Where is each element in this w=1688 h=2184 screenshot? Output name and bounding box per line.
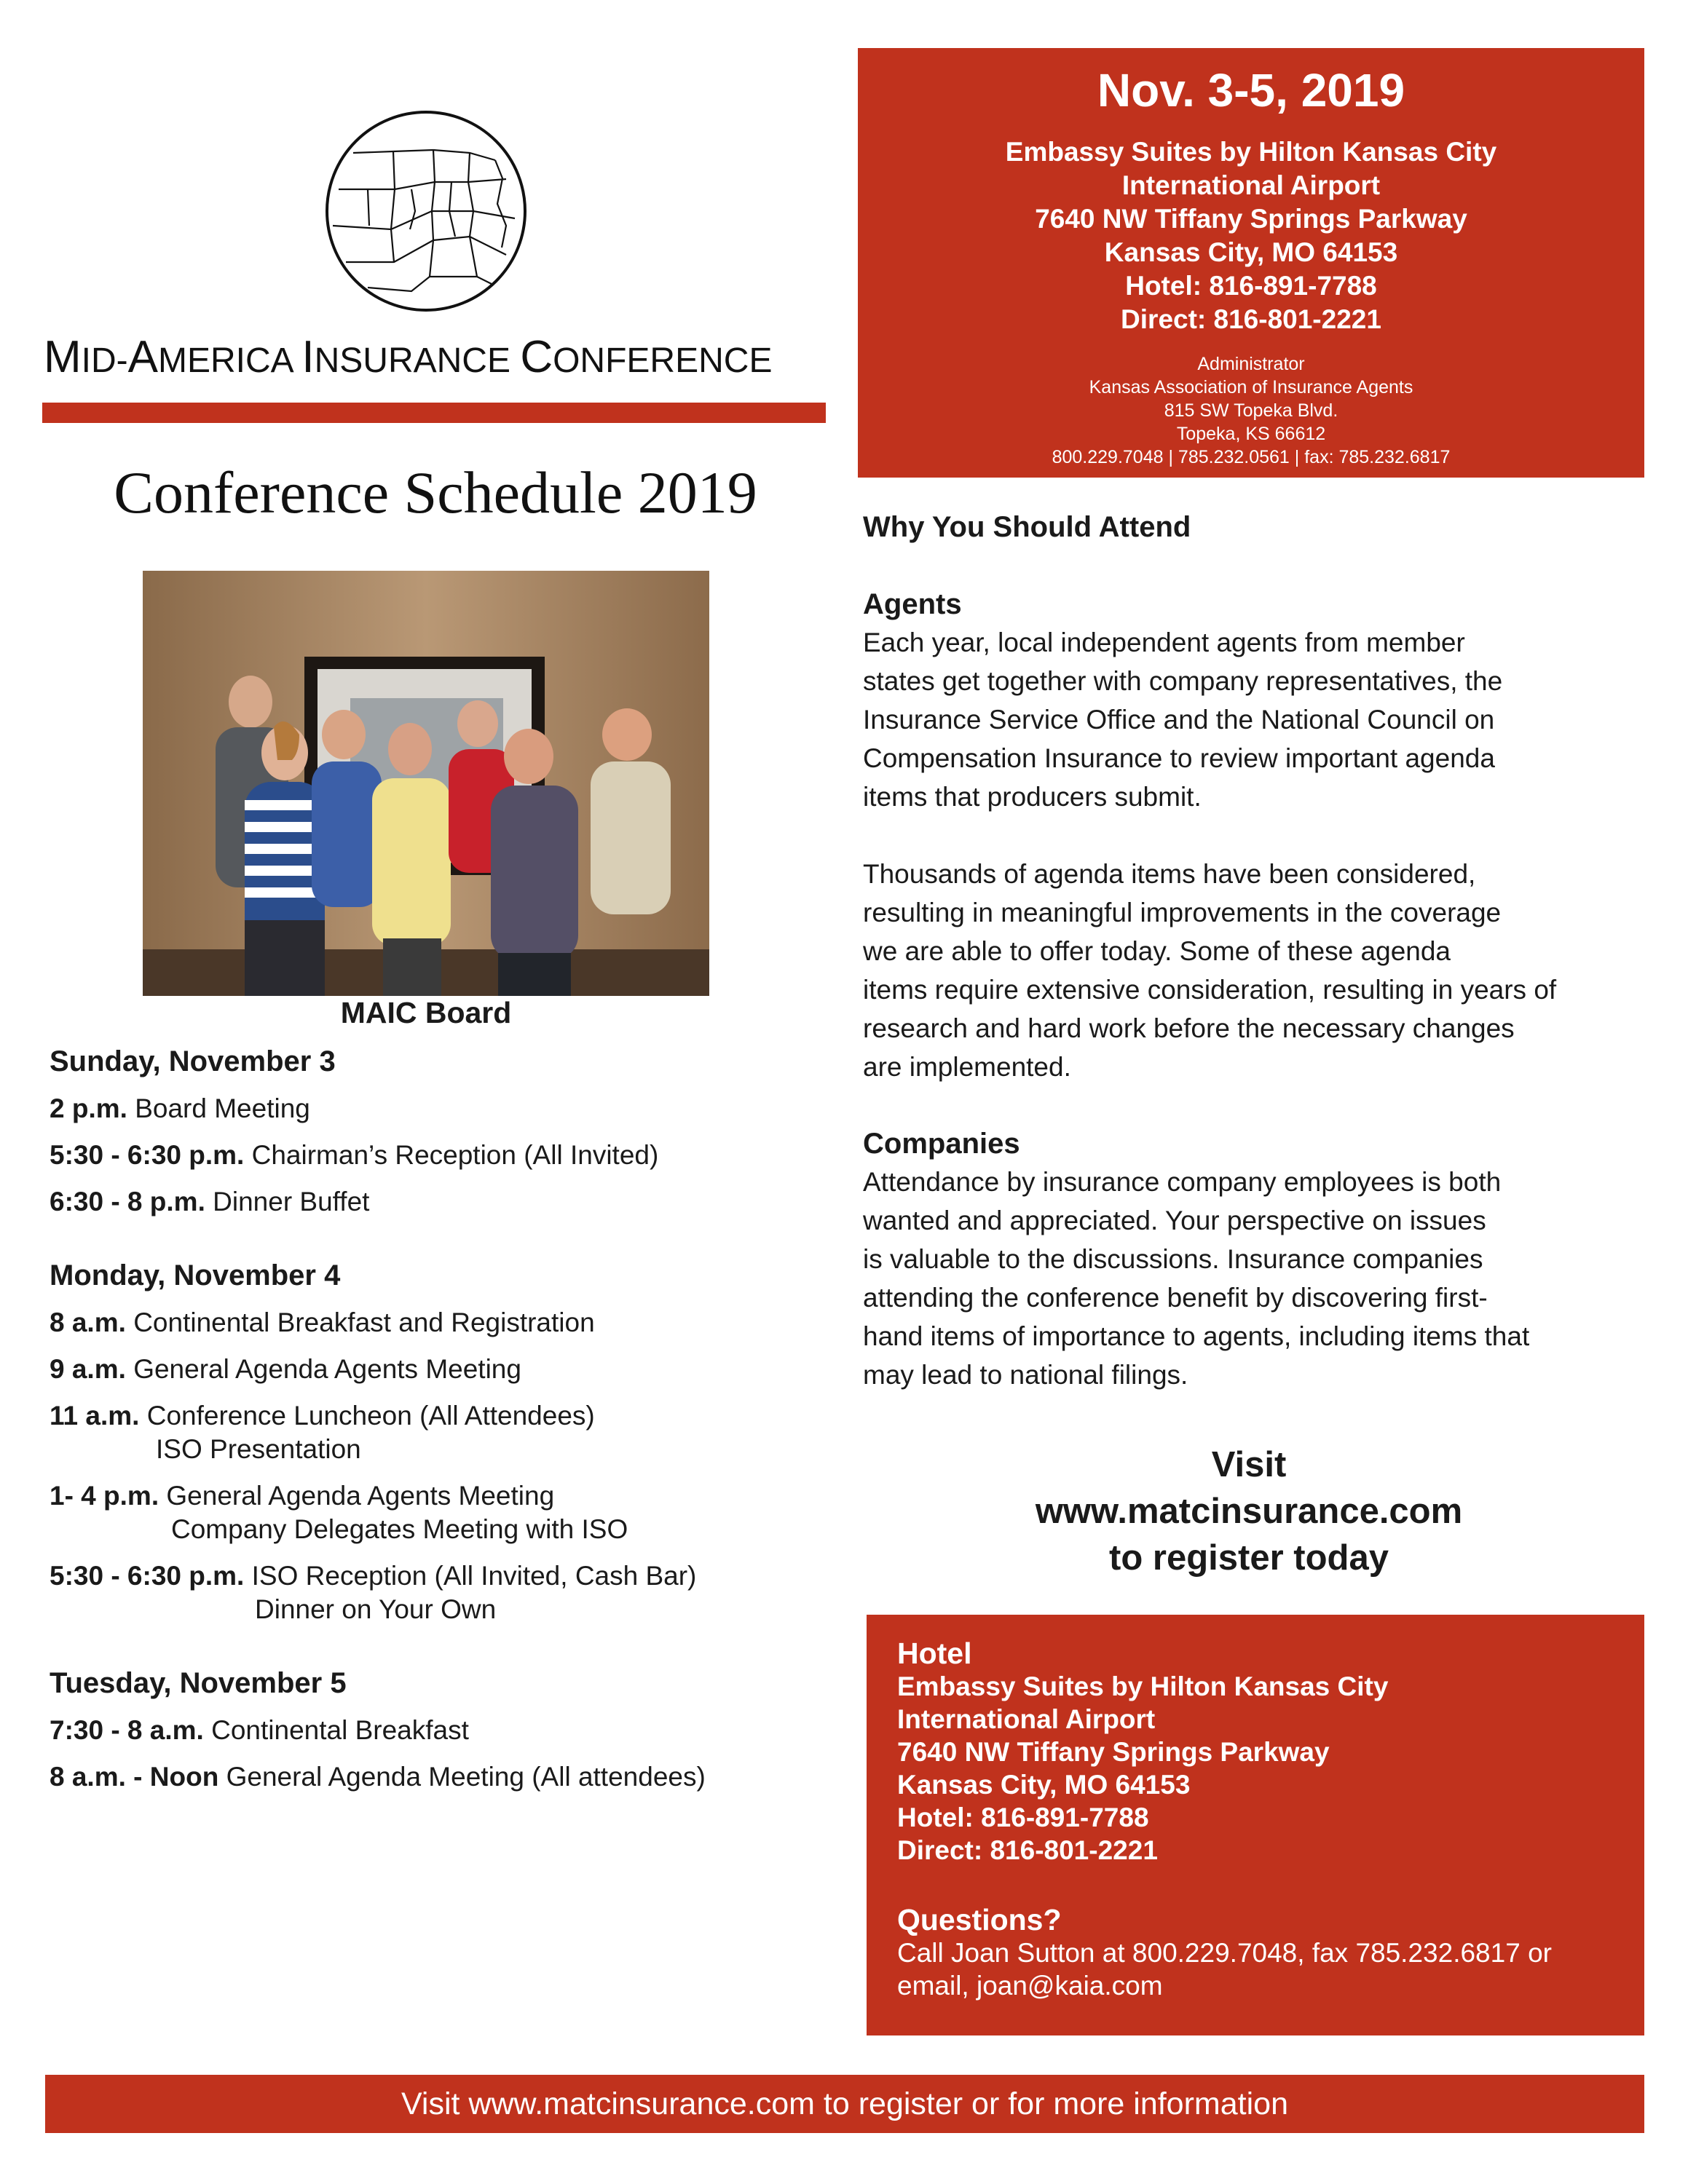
text-line: wanted and appreciated. Your perspective on issues (863, 1206, 1486, 1235)
item-time: 5:30 - 6:30 p.m. (50, 1140, 245, 1170)
admin-line: Kansas Association of Insurance Agents (1089, 377, 1413, 397)
hotel-info-box (867, 1615, 1644, 2035)
org-name-part: MID- (44, 332, 128, 382)
hotel-phone: Hotel: 816-891-7788 (897, 1803, 1149, 1832)
schedule-item (50, 1092, 836, 1125)
text-line: we are able to offer today. Some of these agenda (863, 936, 1451, 966)
schedule-item (50, 1353, 836, 1386)
text-line: Each year, local independent agents from member (863, 628, 1465, 657)
item-text: Continental Breakfast and Registration (133, 1307, 595, 1337)
item-continuation: Dinner on Your Own (255, 1594, 497, 1624)
visit-line: to register today (1109, 1538, 1389, 1578)
item-text: General Agenda Agents Meeting (166, 1481, 555, 1511)
schedule-day (50, 1664, 836, 1794)
venue-line: International Airport (1121, 170, 1381, 200)
organization-name (44, 331, 823, 383)
questions-email[interactable]: email, joan@kaia.com (897, 1971, 1163, 2001)
item-text: General Agenda Meeting (All attendees) (226, 1762, 706, 1792)
text-line: hand items of importance to agents, including items that (863, 1321, 1530, 1351)
text-line: Thousands of agenda items have been considered, (863, 859, 1476, 889)
item-text: Dinner Buffet (213, 1187, 370, 1216)
event-info-box (858, 48, 1644, 478)
event-dates: Nov. 3-5, 2019 (1097, 64, 1405, 116)
globe-map-logo-icon (324, 109, 528, 313)
item-time: 2 p.m. (50, 1093, 127, 1123)
text-line: Compensation Insurance to review important agenda (863, 743, 1495, 773)
schedule-item (50, 1760, 836, 1794)
schedule-item (50, 1479, 836, 1546)
administrator-info (858, 352, 1644, 469)
text-line: research and hard work before the necessary changes (863, 1013, 1515, 1043)
schedule-day (50, 1257, 836, 1626)
hotel-line: Kansas City, MO 64153 (897, 1770, 1191, 1800)
item-time: 5:30 - 6:30 p.m. (50, 1561, 245, 1591)
agents-paragraph-2 (863, 855, 1635, 1086)
item-text: Chairman’s Reception (All Invited) (251, 1140, 659, 1170)
day-heading: Monday, November 4 (50, 1259, 341, 1291)
register-callout (863, 1441, 1635, 1581)
schedule-item (50, 1559, 836, 1626)
why-attend-section (863, 507, 1635, 1433)
admin-line: 800.229.7048 | 785.232.0561 | fax: 785.232.6817 (1052, 447, 1451, 467)
venue-line: Hotel: 816-891-7788 (1125, 271, 1377, 301)
item-text: Conference Luncheon (All Attendees) (146, 1401, 595, 1431)
item-text: ISO Reception (All Invited, Cash Bar) (251, 1561, 697, 1591)
day-heading: Sunday, November 3 (50, 1045, 336, 1077)
agents-heading: Agents (863, 588, 962, 620)
admin-line: Topeka, KS 66612 (1176, 424, 1326, 444)
schedule-item (50, 1185, 836, 1219)
org-name-part: CONFERENCE (520, 332, 773, 382)
org-name-part: AMERICA (127, 332, 302, 382)
item-text: Continental Breakfast (211, 1715, 469, 1745)
logo-divider-bar (42, 403, 826, 423)
item-time: 6:30 - 8 p.m. (50, 1187, 205, 1216)
text-line: Insurance Service Office and the National Council on (863, 705, 1495, 735)
questions-line: Call Joan Sutton at 800.229.7048, fax 785.232.6817 or (897, 1938, 1552, 1968)
text-line: is valuable to the discussions. Insurance companies (863, 1244, 1483, 1274)
text-line: Attendance by insurance company employees is both (863, 1167, 1502, 1197)
text-line: may lead to national filings. (863, 1360, 1188, 1390)
item-continuation: Company Delegates Meeting with ISO (171, 1514, 628, 1544)
visit-line: Visit (1211, 1445, 1287, 1484)
text-line: are implemented. (863, 1052, 1071, 1082)
item-continuation: ISO Presentation (156, 1434, 361, 1464)
venue-line: Direct: 816-801-2221 (1121, 304, 1381, 334)
photo-caption: MAIC Board (340, 996, 512, 1029)
admin-line: 815 SW Topeka Blvd. (1164, 400, 1338, 421)
venue-line: Embassy Suites by Hilton Kansas City (1005, 137, 1497, 167)
schedule-item (50, 1139, 836, 1172)
agents-paragraph-1 (863, 623, 1635, 816)
schedule-day (50, 1042, 836, 1219)
item-text: General Agenda Agents Meeting (133, 1354, 521, 1384)
schedule-item (50, 1714, 836, 1747)
hotel-line: 7640 NW Tiffany Springs Parkway (897, 1737, 1330, 1767)
item-time: 9 a.m. (50, 1354, 126, 1384)
item-time: 8 a.m. - Noon (50, 1762, 219, 1792)
page-title: Conference Schedule 2019 (114, 459, 757, 526)
venue-line: Kansas City, MO 64153 (1104, 237, 1398, 267)
hotel-line: Embassy Suites by Hilton Kansas City (897, 1671, 1389, 1701)
venue-line: 7640 NW Tiffany Springs Parkway (1035, 204, 1467, 234)
text-line: resulting in meaningful improvements in the coverage (863, 898, 1502, 927)
companies-heading: Companies (863, 1128, 1020, 1160)
item-time: 1- 4 p.m. (50, 1481, 159, 1511)
schedule-item (50, 1306, 836, 1340)
item-time: 11 a.m. (50, 1401, 140, 1431)
companies-paragraph (863, 1163, 1635, 1394)
hotel-line: International Airport (897, 1704, 1156, 1734)
text-line: items that producers submit. (863, 782, 1202, 812)
hotel-heading: Hotel (897, 1637, 972, 1670)
questions-heading: Questions? (897, 1903, 1062, 1936)
org-name-part: INSURANCE (301, 332, 521, 382)
item-text: Board Meeting (135, 1093, 310, 1123)
conference-schedule (50, 1042, 836, 1832)
schedule-item (50, 1399, 836, 1466)
hotel-direct-phone: Direct: 816-801-2221 (897, 1835, 1158, 1865)
item-time: 8 a.m. (50, 1307, 126, 1337)
section-heading: Why You Should Attend (863, 511, 1191, 543)
admin-line: Administrator (1197, 354, 1305, 374)
text-line: attending the conference benefit by discovering first- (863, 1283, 1488, 1313)
register-link[interactable]: www.matcinsurance.com (1035, 1492, 1463, 1531)
text-line: items require extensive consideration, resulting in years of (863, 975, 1557, 1005)
venue-address (858, 135, 1644, 336)
item-time: 7:30 - 8 a.m. (50, 1715, 204, 1745)
footer-bar[interactable]: Visit www.matcinsurance.com to register or for more information (45, 2075, 1644, 2133)
board-group-photo (143, 571, 709, 996)
day-heading: Tuesday, November 5 (50, 1667, 347, 1699)
text-line: states get together with company representatives, the (863, 666, 1503, 696)
